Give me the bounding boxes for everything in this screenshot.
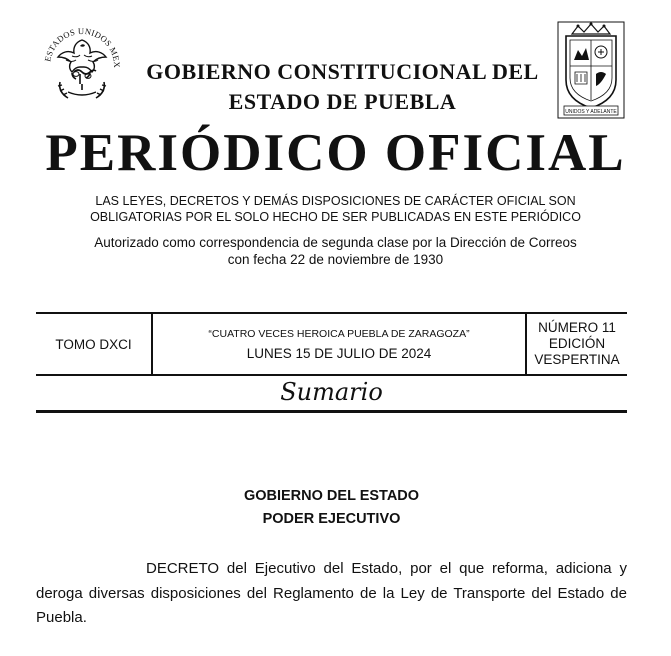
authorization-line-1: Autorizado como correspondencia de segunda clase por la Dirección de Correos bbox=[94, 235, 577, 250]
city-motto: “CUATRO VECES HEROICA PUEBLA DE ZARAGOZA” bbox=[208, 328, 470, 340]
tomo-cell bbox=[36, 314, 151, 374]
summary-heading: Sumario bbox=[280, 378, 383, 406]
government-line-1: GOBIERNO CONSTITUCIONAL DEL bbox=[146, 59, 539, 84]
issue-info-box bbox=[36, 312, 627, 376]
newspaper-title: PERIÓDICO OFICIAL bbox=[45, 124, 626, 182]
authorization-line-2: con fecha 22 de noviembre de 1930 bbox=[227, 252, 444, 267]
edition-line-2: VESPERTINA bbox=[534, 352, 620, 367]
edition-line-1: EDICIÓN bbox=[548, 336, 606, 351]
summary-divider bbox=[36, 410, 627, 413]
legal-note-line-1: LAS LEYES, DECRETOS Y DEMÁS DISPOSICIONES DE CARÁCTER OFICIAL SON bbox=[95, 194, 576, 208]
svg-text:ESTADOS UNIDOS MEXICANOS: ESTADOS UNIDOS MEX bbox=[42, 25, 123, 69]
puebla-coat-of-arms-icon bbox=[556, 20, 626, 120]
government-line-2: ESTADO DE PUEBLA bbox=[228, 89, 457, 114]
mexico-seal-icon bbox=[36, 16, 128, 108]
section-title-1: GOBIERNO DEL ESTADO bbox=[243, 488, 420, 504]
section-title-2: PODER EJECUTIVO bbox=[262, 511, 401, 527]
legal-note-line-2: OBLIGATORIAS POR EL SOLO HECHO DE SER PUBLICADAS EN ESTE PERIÓDICO bbox=[90, 210, 581, 224]
issue-number: NÚMERO 11 bbox=[538, 320, 616, 335]
issue-date: LUNES 15 DE JULIO DE 2024 bbox=[246, 346, 432, 361]
tomo-label: TOMO DXCI bbox=[55, 336, 132, 352]
decree-paragraph: DECRETO del Ejecutivo del Estado, por el que reforma, adiciona y deroga diversas disposiciones del Reglamento de la Ley de Transporte del Estado de Puebla. bbox=[36, 560, 627, 626]
coat-of-arms-motto: UNIDOS Y ADELANTE bbox=[565, 109, 617, 115]
number-cell bbox=[527, 314, 627, 374]
date-cell bbox=[151, 314, 527, 374]
